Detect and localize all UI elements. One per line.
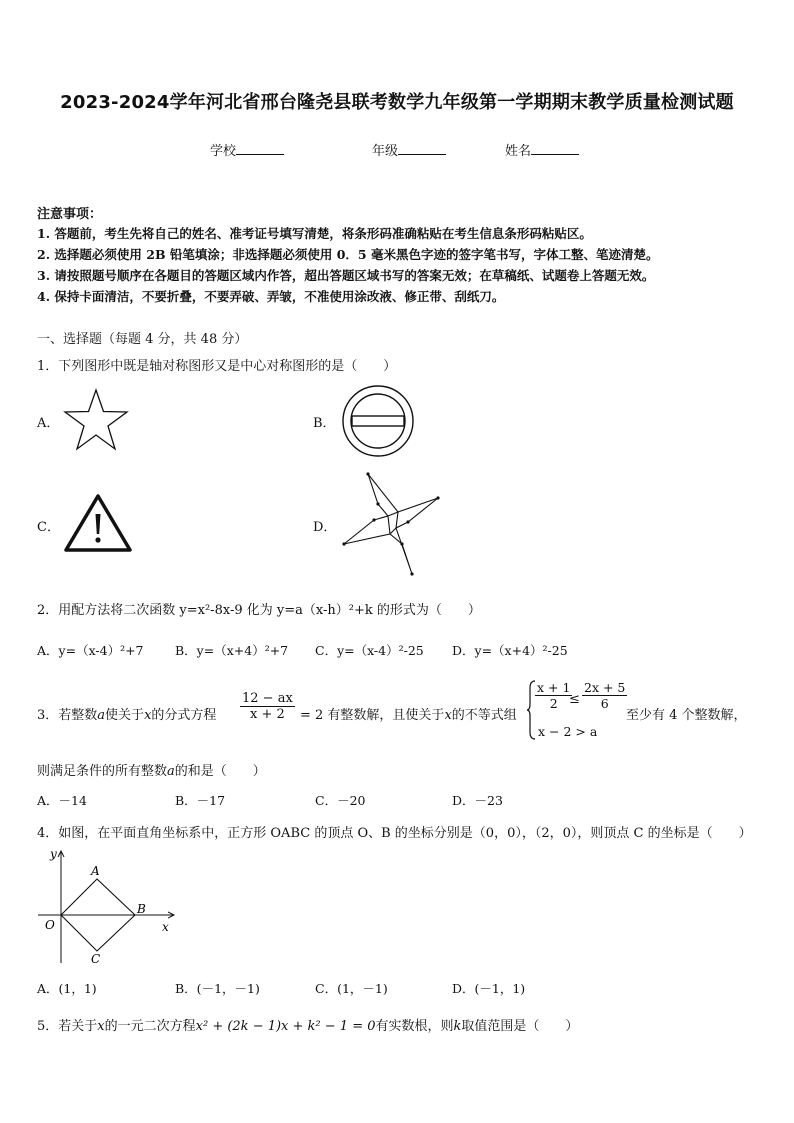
name-label: 姓名: [505, 144, 532, 159]
q4-option-b[interactable]: B．(－1，－1): [175, 981, 260, 996]
q5-stem: 5．若关于x的一元二次方程x² + (2k − 1)x + k² − 1 = 0有实数根，则k取值范围是（ ）: [37, 1019, 579, 1034]
point-c-label: C: [91, 952, 101, 966]
q2-option-c[interactable]: C．y=（x-4）²-25: [315, 643, 424, 658]
school-blank[interactable]: [236, 141, 284, 155]
q2-option-d[interactable]: D．y=（x+4）²-25: [452, 643, 568, 658]
warning-triangle-figure: [62, 492, 134, 554]
q2-stem: 2．用配方法将二次函数 y=x²-8x-9 化为 y=a（x-h）²+k 的形式为（ ）: [37, 603, 481, 618]
circle-bar-figure: [340, 383, 416, 459]
q3-var-x: x: [144, 708, 152, 723]
q4-option-c[interactable]: C．(1，－1): [315, 981, 388, 996]
q3-text-4: 则满足条件的所有整数a的和是（ ）: [37, 764, 266, 779]
q3-text-2: = 2 有整数解，且使关于x的不等式组: [300, 708, 517, 723]
notice-heading: 注意事项：: [37, 207, 103, 222]
y-axis-label: y: [50, 847, 57, 861]
q2-option-b[interactable]: B．y=（x+4）²+7: [175, 643, 289, 658]
q3-option-b[interactable]: B．－17: [175, 793, 226, 808]
q3-system-right-fraction: $\frac{2x + 5}{6}$: [584, 680, 626, 711]
school-field[interactable]: [210, 140, 284, 159]
q3-system-le: ≤: [569, 692, 580, 707]
q3-system-left-fraction: $\frac{x + 1}{2}$: [537, 680, 571, 711]
pinwheel-figure: [340, 470, 442, 578]
grade-blank[interactable]: [398, 141, 446, 155]
star-figure: [62, 388, 130, 452]
notice-item-1: 1. 答题前，考生先将自己的姓名、准考证号填写清楚，将条形码准确粘贴在考生信息条形码粘贴区。: [37, 226, 592, 241]
name-blank[interactable]: [531, 141, 579, 155]
name-field[interactable]: [505, 140, 579, 159]
q4-stem: 4．如图，在平面直角坐标系中，正方形 OABC 的顶点 O、B 的坐标分别是（0，0），（2，0），则顶点 C 的坐标是（ ）: [37, 826, 752, 841]
q4-coordinate-figure: [36, 845, 186, 970]
q4-option-d[interactable]: D．(－1，1): [452, 981, 526, 996]
q1-option-d-label[interactable]: D．: [313, 520, 337, 535]
q3-text-1: 3．若整数a使关于x的分式方程: [37, 708, 217, 723]
q3-option-a[interactable]: A．－14: [37, 793, 87, 808]
point-o-label: O: [45, 918, 55, 932]
point-a-label: A: [91, 864, 100, 878]
q1-stem: 1．下列图形中既是轴对称图形又是中心对称图形的是（ ）: [37, 359, 397, 374]
q3-fraction: [240, 691, 295, 722]
q3-var-a: a: [97, 708, 106, 723]
q1-option-a-label[interactable]: A．: [37, 416, 60, 431]
q2-option-a[interactable]: A．y=（x-4）²+7: [37, 643, 144, 658]
notice-item-2: 2. 选择题必须使用 2B 铅笔填涂；非选择题必须使用 0．5 毫米黑色字迹的签字笔书写，字体工整、笔迹清楚。: [37, 247, 659, 262]
notice-item-3: 3. 请按照题号顺序在各题目的答题区域内作答，超出答题区域书写的答案无效；在草稿纸、试题卷上答题无效。: [37, 268, 655, 283]
q3-fraction-numerator: 12 − ax: [242, 691, 293, 706]
q3-system-row2: x − 2 > a: [538, 724, 598, 739]
q5-equation: x² + (2k − 1)x + k² − 1 = 0: [195, 1019, 376, 1034]
q3-text-3: 至少有 4 个整数解，: [626, 708, 747, 723]
q1-option-b-label[interactable]: B．: [313, 416, 336, 431]
x-axis-label: x: [162, 920, 169, 934]
q3-option-d[interactable]: D．－23: [452, 793, 503, 808]
q3-fraction-denominator: x + 2: [250, 707, 285, 722]
grade-label: 年级: [372, 144, 399, 159]
q1-option-c-label[interactable]: C．: [37, 520, 60, 535]
q3-option-c[interactable]: C．－20: [315, 793, 366, 808]
point-b-label: B: [137, 902, 146, 916]
page-title: 2023-2024学年河北省邢台隆尧县联考数学九年级第一学期期末教学质量检测试题: [60, 92, 734, 113]
school-label: 学校: [210, 144, 237, 159]
q4-option-a[interactable]: A．(1，1): [37, 981, 97, 996]
section-heading: 一、选择题（每题 4 分，共 48 分）: [37, 332, 248, 347]
notice-item-4: 4. 保持卡面清洁，不要折叠，不要弄破、弄皱，不准使用涂改液、修正带、刮纸刀。: [37, 289, 505, 304]
grade-field[interactable]: [372, 140, 446, 159]
